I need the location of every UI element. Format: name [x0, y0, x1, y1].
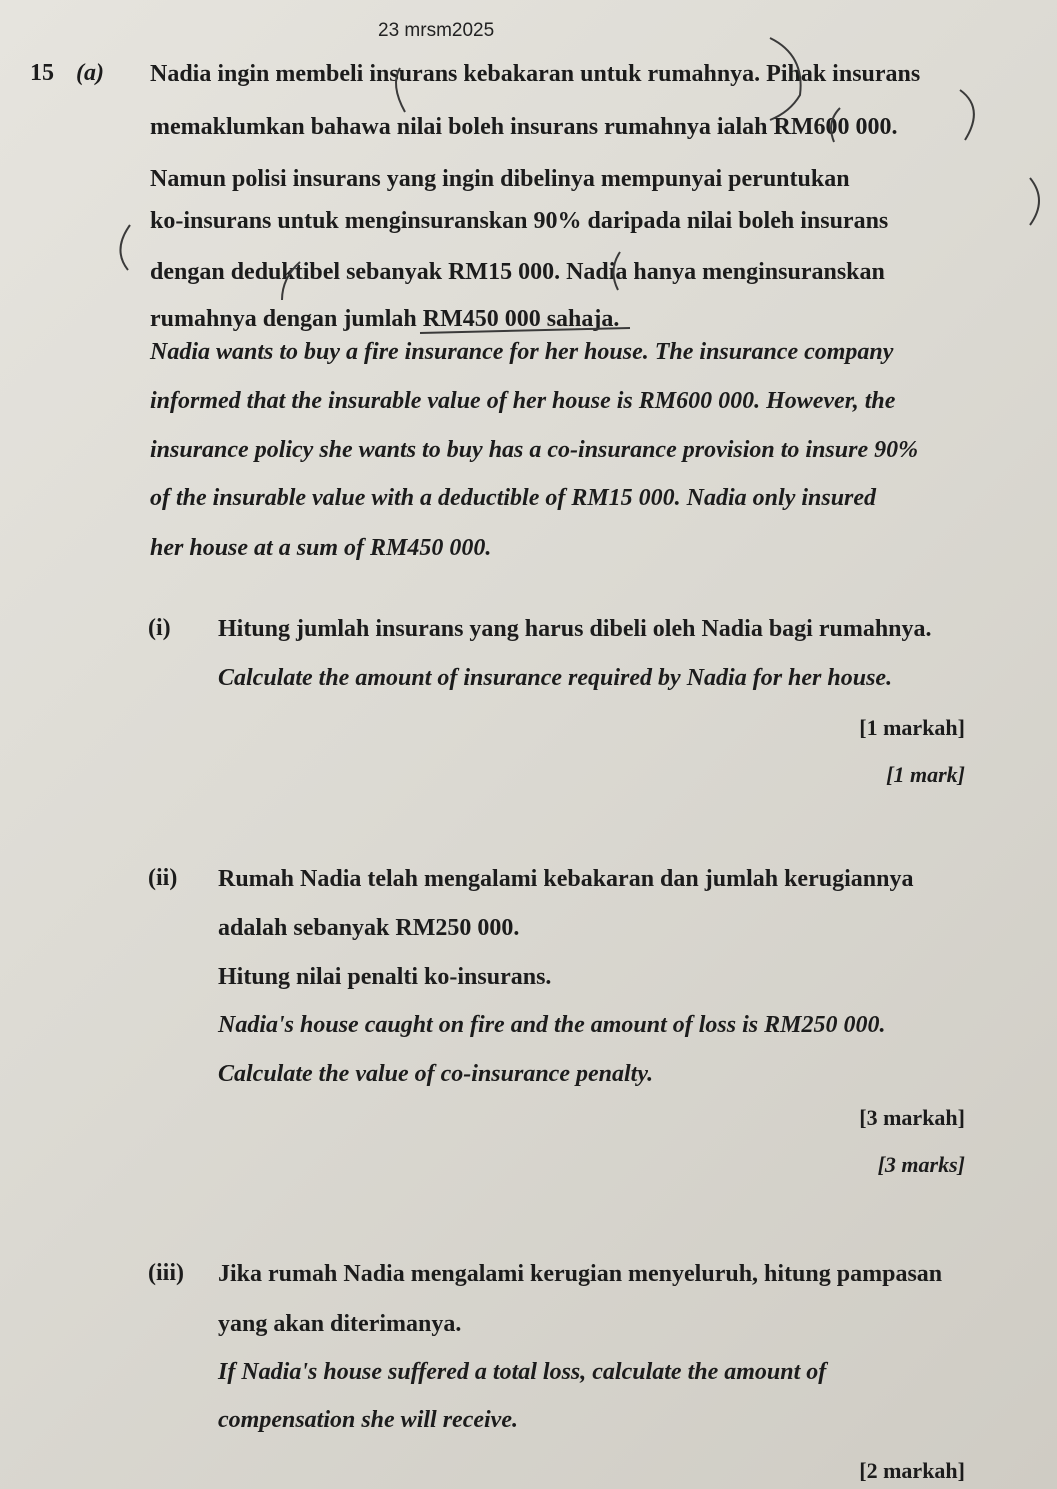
stem-malay-line: Nadia ingin membeli insurans kebakaran untuk rumahnya. Pihak insurans — [150, 61, 921, 87]
stem-malay-line: Namun polisi insurans yang ingin dibelinya mempunyai peruntukan — [150, 166, 850, 192]
stem-malay-line: ko-insurans untuk menginsuranskan 90% daripada nilai boleh insurans — [150, 208, 889, 234]
sub-question-i-malay: Hitung jumlah insurans yang harus dibeli oleh Nadia bagi rumahnya. — [218, 616, 932, 642]
sub-question-ii-label: (ii) — [148, 865, 178, 891]
stem-malay-line: memaklumkan bahawa nilai boleh insurans rumahnya ialah RM600 000. — [150, 114, 898, 140]
stem-english-line: her house at a sum of RM450 000. — [150, 535, 492, 561]
question-number: 15 — [30, 60, 54, 86]
sub-question-iii-label: (iii) — [148, 1260, 184, 1286]
sub-question-iii-english-line: If Nadia's house suffered a total loss, calculate the amount of — [218, 1359, 827, 1385]
stem-english-line: of the insurable value with a deductible of RM15 000. Nadia only insured — [150, 485, 877, 511]
sub-question-i-marks-english: [1 mark] — [886, 762, 965, 787]
sub-question-i-english: Calculate the amount of insurance required by Nadia for her house. — [218, 665, 893, 691]
page-header-code: 23 mrsm2025 — [378, 20, 495, 41]
sub-question-iii-english-line: compensation she will receive. — [218, 1407, 518, 1433]
sub-question-ii-malay-line: Rumah Nadia telah mengalami kebakaran dan jumlah kerugiannya — [218, 866, 914, 892]
sub-question-iii-malay-line: yang akan diterimanya. — [218, 1311, 462, 1337]
sub-question-i-label: (i) — [148, 615, 171, 641]
sub-question-ii-english-line: Nadia's house caught on fire and the amount of loss is RM250 000. — [218, 1012, 886, 1038]
sub-question-ii-malay-line: adalah sebanyak RM250 000. — [218, 915, 520, 941]
question-part-label: (a) — [76, 60, 104, 86]
sub-question-ii-marks-malay: [3 markah] — [859, 1105, 965, 1130]
sub-question-iii-malay-line: Jika rumah Nadia mengalami kerugian menyeluruh, hitung pampasan — [218, 1261, 943, 1287]
sub-question-ii-malay-line: Hitung nilai penalti ko-insurans. — [218, 964, 552, 990]
sub-question-i-marks-malay: [1 markah] — [859, 715, 965, 740]
sub-question-ii-marks-english: [3 marks] — [877, 1152, 965, 1177]
sub-question-iii-marks-malay: [2 markah] — [859, 1458, 965, 1483]
stem-english-line: informed that the insurable value of her house is RM600 000. However, the — [150, 388, 896, 414]
stem-malay-line: dengan deduktibel sebanyak RM15 000. Nadia hanya menginsuranskan — [150, 259, 885, 285]
sub-question-ii-english-line: Calculate the value of co-insurance penalty. — [218, 1061, 654, 1087]
stem-malay-line: rumahnya dengan jumlah RM450 000 sahaja. — [150, 306, 620, 332]
stem-english-line: insurance policy she wants to buy has a co-insurance provision to insure 90% — [150, 437, 919, 463]
stem-english-line: Nadia wants to buy a fire insurance for her house. The insurance company — [150, 339, 894, 365]
